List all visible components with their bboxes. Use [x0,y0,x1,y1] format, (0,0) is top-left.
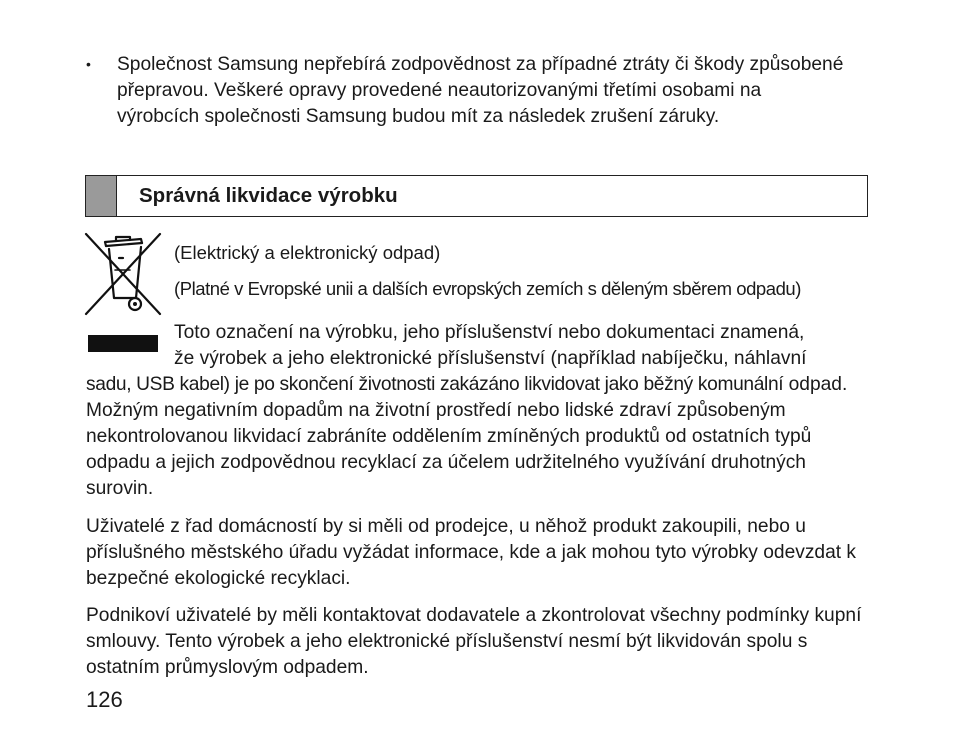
paragraph-text: odpad. Možným negativním dopadům na životní prostředí nebo lidské zdraví způsobeným nekontrolovanou likvidací zabráníte oddělením zmíněných produktů od ostatních typů odpadu a jejich zodpovědnou recyklací za účelem udržitelného využívání druhotných surovin. [86,374,848,499]
section-title: Správná likvidace výrobku [139,184,398,207]
paragraph-line: Toto označení na výrobku, jeho příslušenství nebo dokumentaci znamená, [174,322,805,343]
page-number: 126 [86,687,123,712]
section-header [85,175,868,217]
bullet-dot: • [86,56,91,72]
disposal-paragraph-3: Podnikoví uživatelé by měli kontaktovat dodavatele a zkontrolovat všechny podmínky kupní smlouvy. Tento výrobek a jeho elektronické příslušenství nesmí být likvidován spolu s ostatním průmyslovým odpadem. [86,605,862,678]
paragraph-line: sadu, USB kabel) je po skončení životnosti zakázáno likvidovat jako běžný komunální [86,374,784,395]
bullet-item [86,52,846,130]
paragraph-line: že výrobek a jeho elektronické příslušenství (například nabíječku, náhlavní [174,348,807,369]
weee-label-line2: (Platné v Evropské unii a dalších evropských zemích s děleným sběrem odpadu) [174,278,801,299]
section-marker [86,176,117,216]
crossed-out-wheeled-bin-icon [84,232,162,318]
disposal-paragraph-2: Uživatelé z řad domácností by si měli od prodejce, u něhož produkt zakoupili, nebo u příslušného městského úřadu vyžádat informace, kde a jak mohou tyto výrobky odevzdat k bezpečné ekologické recyklaci. [86,516,857,589]
bullet-text: Společnost Samsung nepřebírá zodpovědnost za případné ztráty či škody způsobené přepravou. Veškeré opravy provedené neautorizovanými třetími osobami na výrobcích společnosti Samsung budou mít za následek zrušení záruky. [117,54,844,127]
disposal-paragraph-1 [86,320,876,502]
weee-label-line1: (Elektrický a elektronický odpad) [174,242,441,263]
